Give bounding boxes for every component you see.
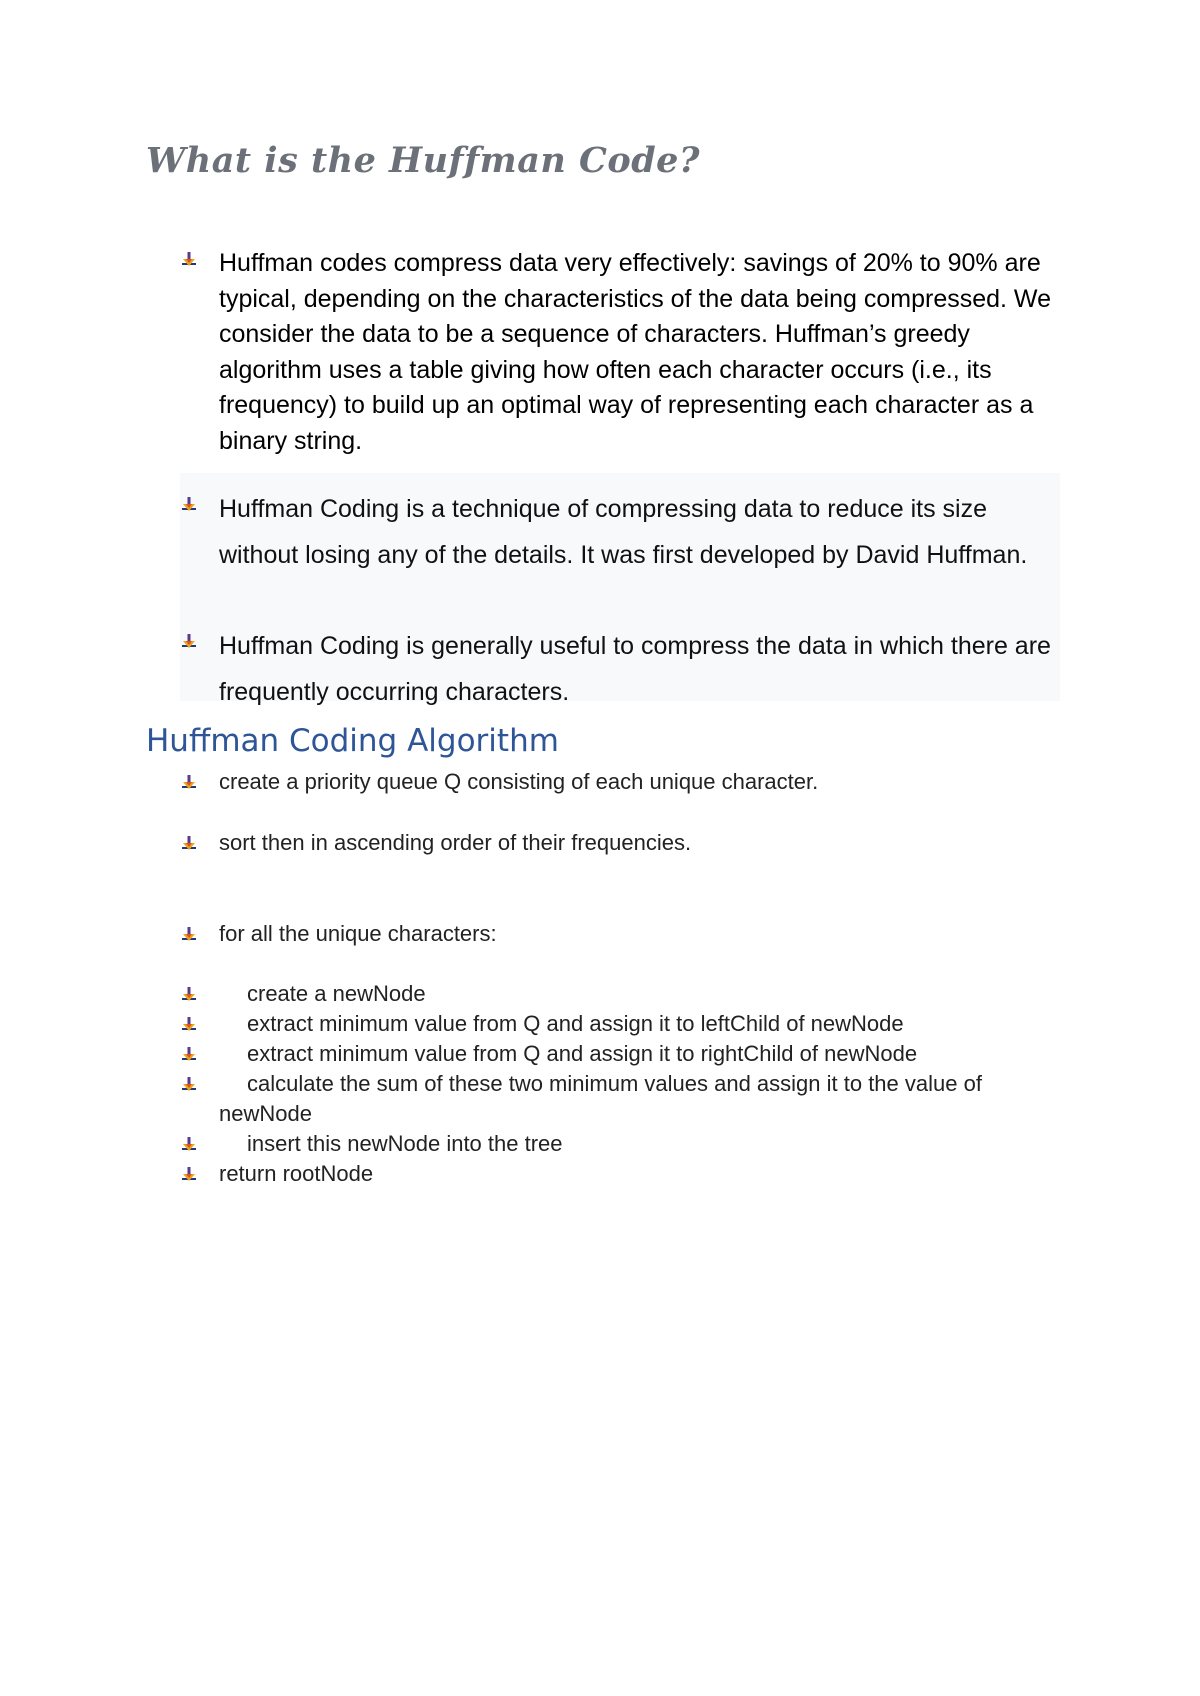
algorithm-step <box>219 1039 917 1069</box>
down-arrow-bullet-icon <box>181 252 197 268</box>
down-arrow-bullet-icon <box>181 634 197 650</box>
algorithm-step: calculate the sum of these two minimum values and assign it to the value of newNode <box>219 1071 982 1126</box>
down-arrow-bullet-icon <box>181 1047 197 1063</box>
algorithm-step-text: create a newNode <box>247 981 426 1006</box>
algorithm-step <box>219 1129 563 1159</box>
algorithm-step: sort then in ascending order of their frequencies. <box>219 830 692 855</box>
down-arrow-bullet-icon <box>181 1077 197 1093</box>
algorithm-step-text: extract minimum value from Q and assign it to leftChild of newNode <box>247 1011 904 1036</box>
algorithm-step: create a priority queue Q consisting of each unique character. <box>219 769 819 794</box>
down-arrow-bullet-icon <box>181 775 197 791</box>
down-arrow-bullet-icon <box>181 1167 197 1183</box>
down-arrow-bullet-icon <box>181 497 197 513</box>
algorithm-step: for all the unique characters: <box>219 921 497 946</box>
algorithm-heading: Huffman Coding Algorithm <box>146 723 559 759</box>
down-arrow-bullet-icon <box>181 1017 197 1033</box>
algorithm-step-text: insert this newNode into the tree <box>247 1131 563 1156</box>
down-arrow-bullet-icon <box>181 836 197 852</box>
algorithm-step: return rootNode <box>219 1161 374 1186</box>
algorithm-step <box>219 1009 904 1039</box>
algorithm-step-text: extract minimum value from Q and assign it to rightChild of newNode <box>247 1041 918 1066</box>
down-arrow-bullet-icon <box>181 987 197 1003</box>
intro-paragraph-2: Huffman Coding is a technique of compressing data to reduce its size without losing any of the details. It was first developed by David Huffman. <box>219 495 1028 569</box>
down-arrow-bullet-icon <box>181 927 197 943</box>
down-arrow-bullet-icon <box>181 1137 197 1153</box>
intro-paragraph-1: Huffman codes compress data very effectively: savings of 20% to 90% are typical, depending on the characteristics of the data being compressed. We consider the data to be a sequence of characters. Huffman’s greedy algorithm uses a table giving how often each character occurs (i.e., its frequency) to build up an optimal way of representing each character as a binary string. <box>219 249 1051 455</box>
page-title: What is the Huffman Code? <box>146 140 700 181</box>
algorithm-step <box>219 979 426 1009</box>
intro-paragraph-3: Huffman Coding is generally useful to compress the data in which there are frequently occurring characters. <box>219 632 1051 706</box>
